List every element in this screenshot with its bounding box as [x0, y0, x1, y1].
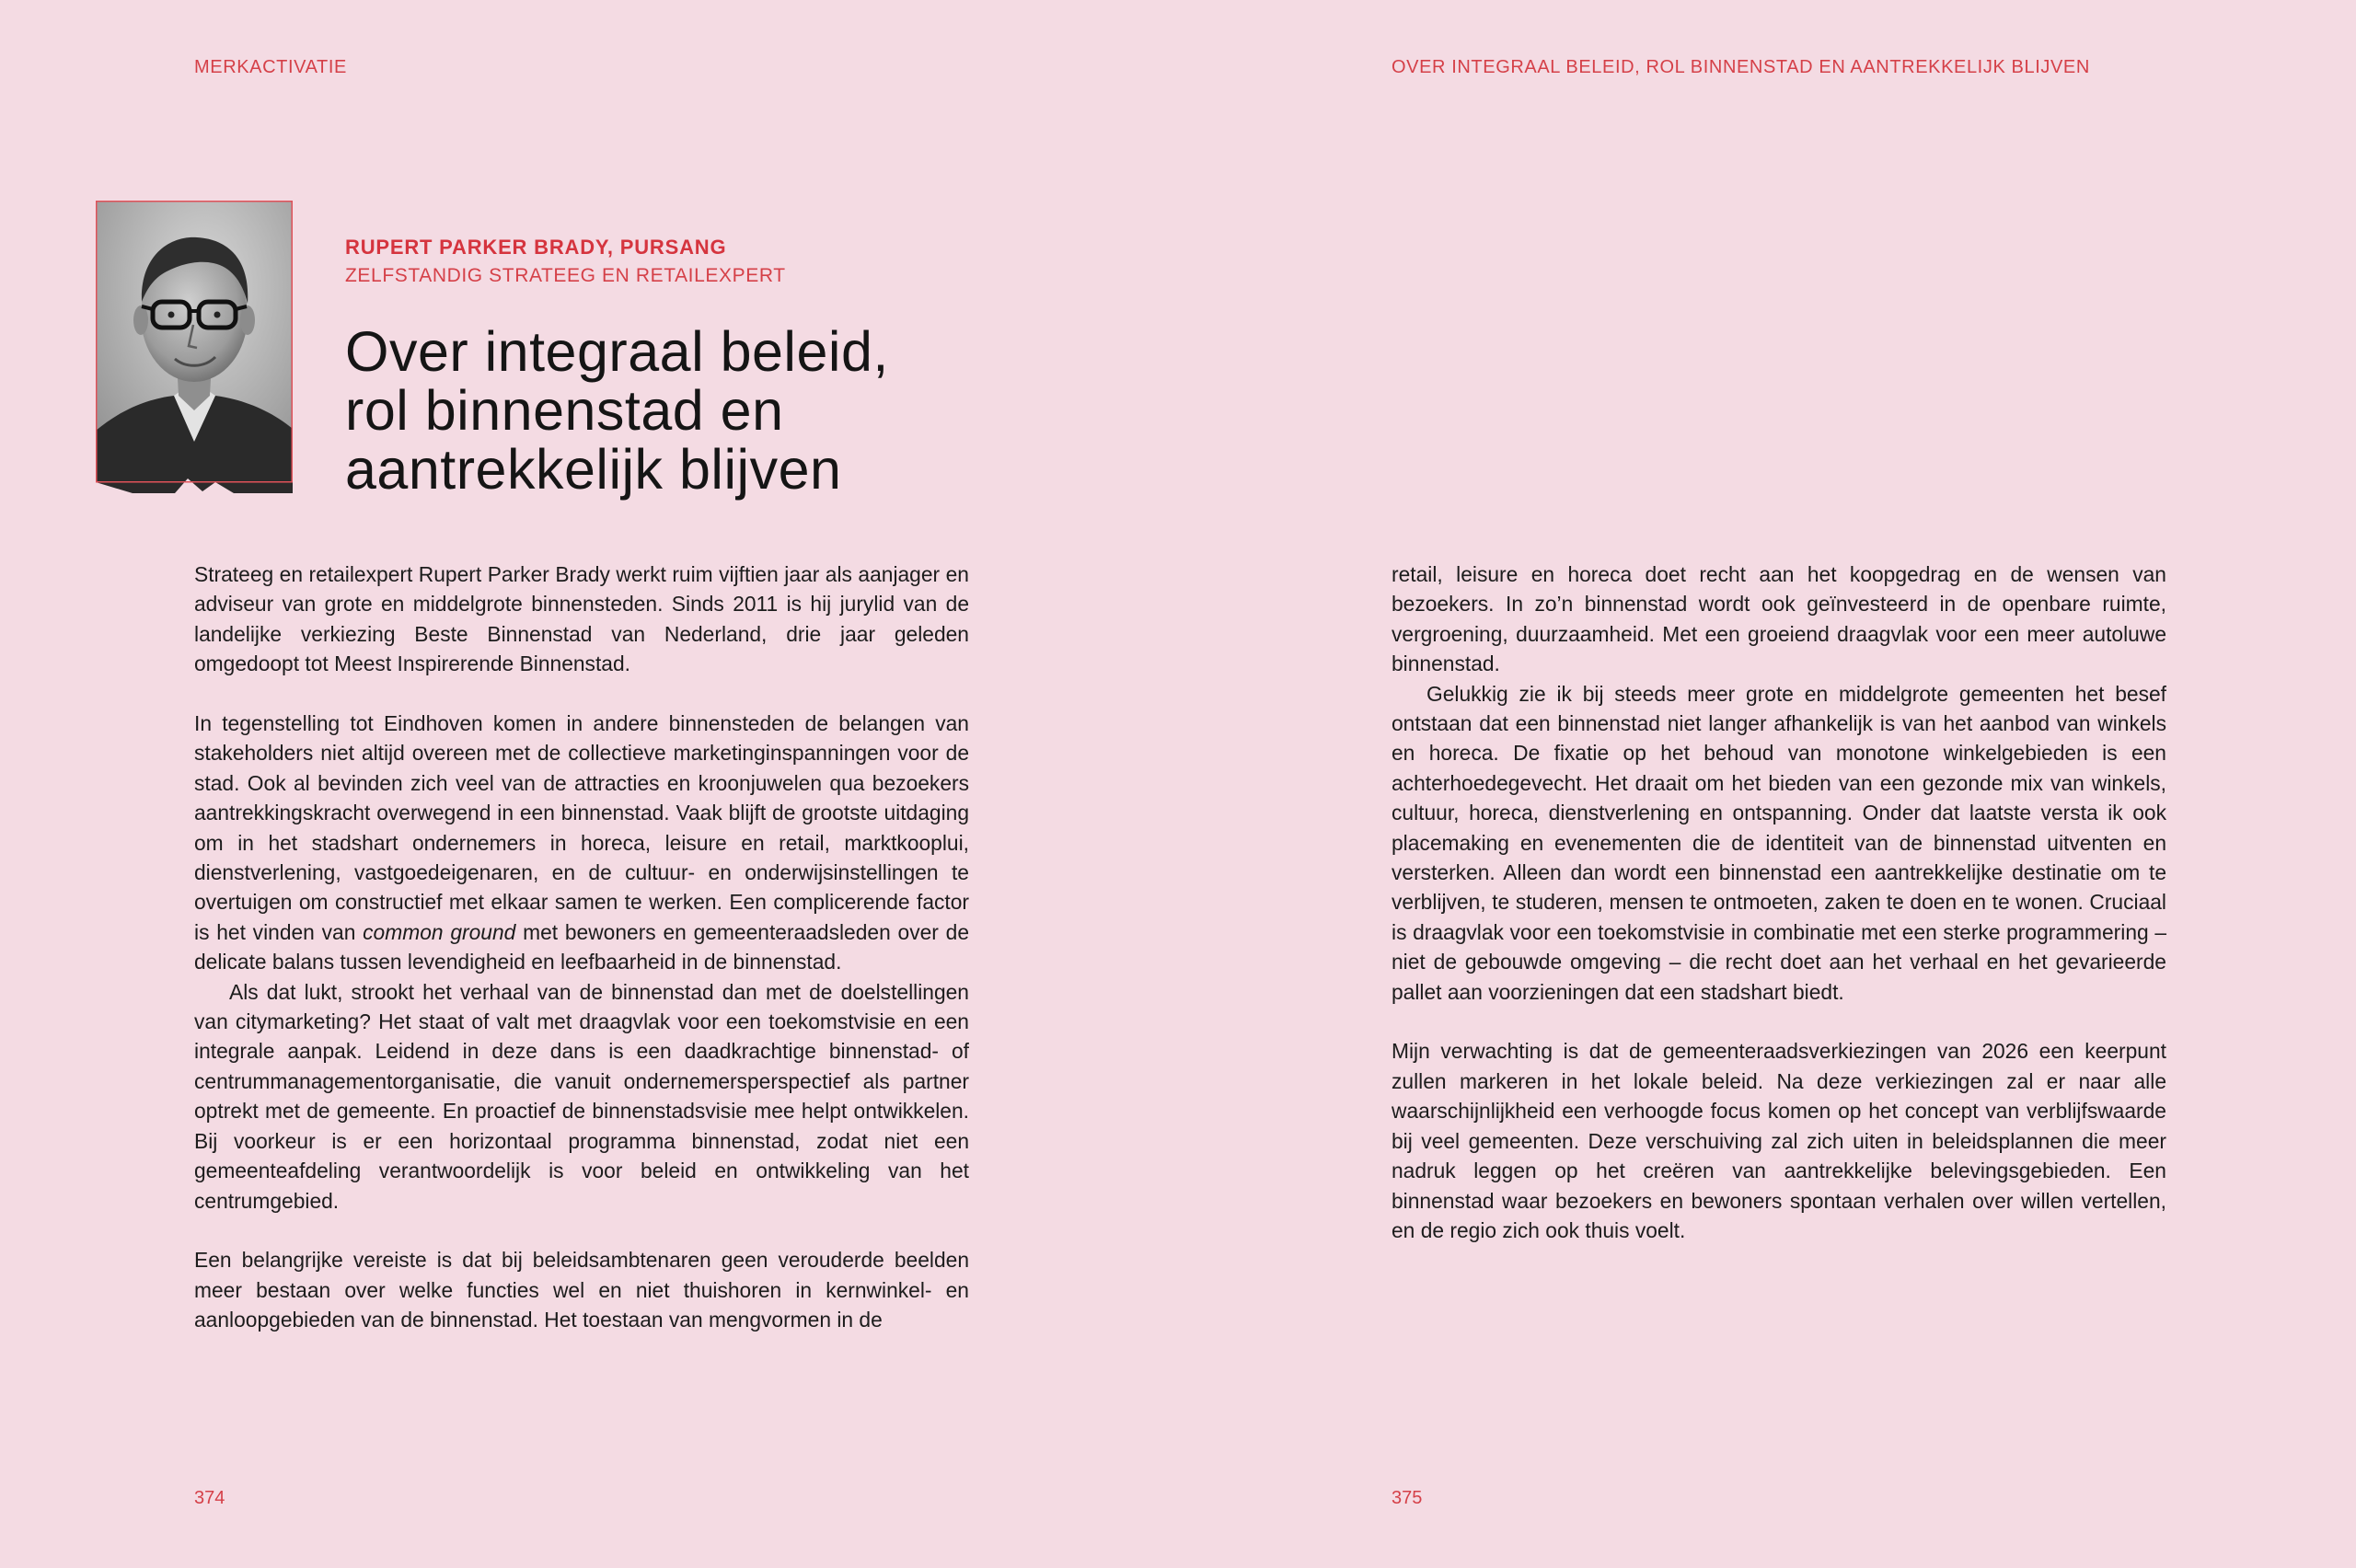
body-column-right: [1392, 559, 2166, 1245]
paragraph: [194, 709, 969, 977]
paragraph: Als dat lukt, strookt het verhaal van de binnenstad dan met de doelstellingen van citymarketing? Het staat of valt met draagvlak voor een toekomstvisie en een integrale aanpak. Leidend in deze dans is een daadkrachtige binnenstad- of centrummanagementorganisatie, die vanuit ondernemersperspectief als partner optrekt met de gemeente. En proactief de binnenstadsvisie mee helpt ontwikkelen. Bij voorkeur is er een horizontaal programma binnenstad, zodat niet een gemeenteafdeling verantwoordelijk is voor beleid en ontwikkeling van het centrumgebied.: [194, 979, 969, 1213]
author-portrait: [96, 201, 293, 493]
headline-line: rol binnenstad en: [345, 379, 784, 442]
page-number: 374: [194, 1488, 225, 1508]
right-page: [1178, 0, 2356, 1568]
page-number: 375: [1392, 1488, 1423, 1508]
headline-line: Over integraal beleid,: [345, 320, 889, 383]
paragraph-text: met bewoners en gemeenteraadsleden over de delicate balans tussen levendigheid en leefbaarheid in de binnenstad.: [194, 919, 969, 974]
paragraph: retail, leisure en horeca doet recht aan het koopgedrag en de wensen van bezoekers. In zo’n binnenstad wordt ook geïnvesteerd in de openbare ruimte, vergroening, duurzaamheid. Met een groeiend draagvlak voor een meer autoluwe binnenstad.: [1392, 562, 2166, 676]
running-head-right: OVER INTEGRAAL BELEID, ROL BINNENSTAD EN AANTREKKELIJK BLIJVEN: [1392, 57, 2090, 77]
paragraph-text: In tegenstelling tot Eindhoven komen in andere binnensteden de belangen van stakeholders niet altijd overeen met de collectieve marketinginspanningen voor de stad. Ook al bevinden zich veel van de attracties en kroonjuwelen qua bezoekers aantrekkingskracht overwegend in een binnenstad. Vaak blijft de grootste uitdaging om in het stadshart ondernemers in horeca, leisure en retail, marktkooplui, dienstverlening, vastgoedeigenaren, en de cultuur- en onderwijsinstellingen te overtuigen om constructief met elkaar samen te werken. Een complicerende factor is het vinden van: [194, 711, 969, 944]
emphasis: common ground: [363, 919, 516, 944]
article-headline: [345, 322, 1008, 499]
author-name: RUPERT PARKER BRADY, PURSANG: [345, 236, 727, 259]
body-column-left: [194, 559, 969, 1335]
paragraph: Strateeg en retailexpert Rupert Parker Brady werkt ruim vijftien jaar als aanjager en adviseur van grote en middelgrote binnensteden. Sinds 2011 is hij jurylid van de landelijke verkiezing Beste Binnenstad van Nederland, drie jaar geleden omgedoopt tot Meest Inspirerende Binnenstad.: [194, 562, 969, 676]
running-head-left: MERKACTIVATIE: [194, 57, 347, 77]
paragraph: Gelukkig zie ik bij steeds meer grote en middelgrote gemeenten het besef ontstaan dat een binnenstad niet langer afhankelijk is van het aanbod van winkels en horeca. De fixatie op het behoud van monotone winkelgebieden is een achterhoedegevecht. Het draait om het bieden van een gezonde mix van winkels, cultuur, horeca, dienstverlening en ontspanning. Onder dat laatste versta ik ook placemaking en evenementen die de identiteit van de binnenstad uitventen en versterken. Alleen dan wordt een binnenstad een aantrekkelijke destinatie om te verblijven, te studeren, mensen te ontmoeten, zaken te doen en te wonen. Cruciaal is draagvlak voor een toekomstvisie in combinatie met een sterke programmering – niet de gebouwde omgeving – die recht doet aan het verhaal en het gevarieerde pallet aan voorzieningen dat een stadshart biedt.: [1392, 681, 2166, 1004]
headline-line: aantrekkelijk blijven: [345, 438, 842, 501]
paragraph: Een belangrijke vereiste is dat bij beleidsambtenaren geen verouderde beelden meer bestaan over welke functies wel en niet thuishoren in kernwinkel- en aanloopgebieden van de binnenstad. Het toestaan van mengvormen in de: [194, 1248, 969, 1332]
paragraph: Mijn verwachting is dat de gemeenteraadsverkiezingen van 2026 een keerpunt zullen markeren in het lokale beleid. Na deze verkiezingen zal er naar alle waarschijnlijkheid een verhoogde focus komen op het concept van verblijfswaarde bij veel gemeenten. Deze verschuiving zal zich uiten in beleidsplannen die meer nadruk leggen op het creëren van aantrekkelijke belevingsgebieden. Een binnenstad waar bezoekers en bewoners spontaan verhalen over willen vertellen, en de regio zich ook thuis voelt.: [1392, 1039, 2166, 1242]
byline: [345, 236, 786, 287]
author-role: ZELFSTANDIG STRATEEG EN RETAILEXPERT: [345, 265, 786, 286]
